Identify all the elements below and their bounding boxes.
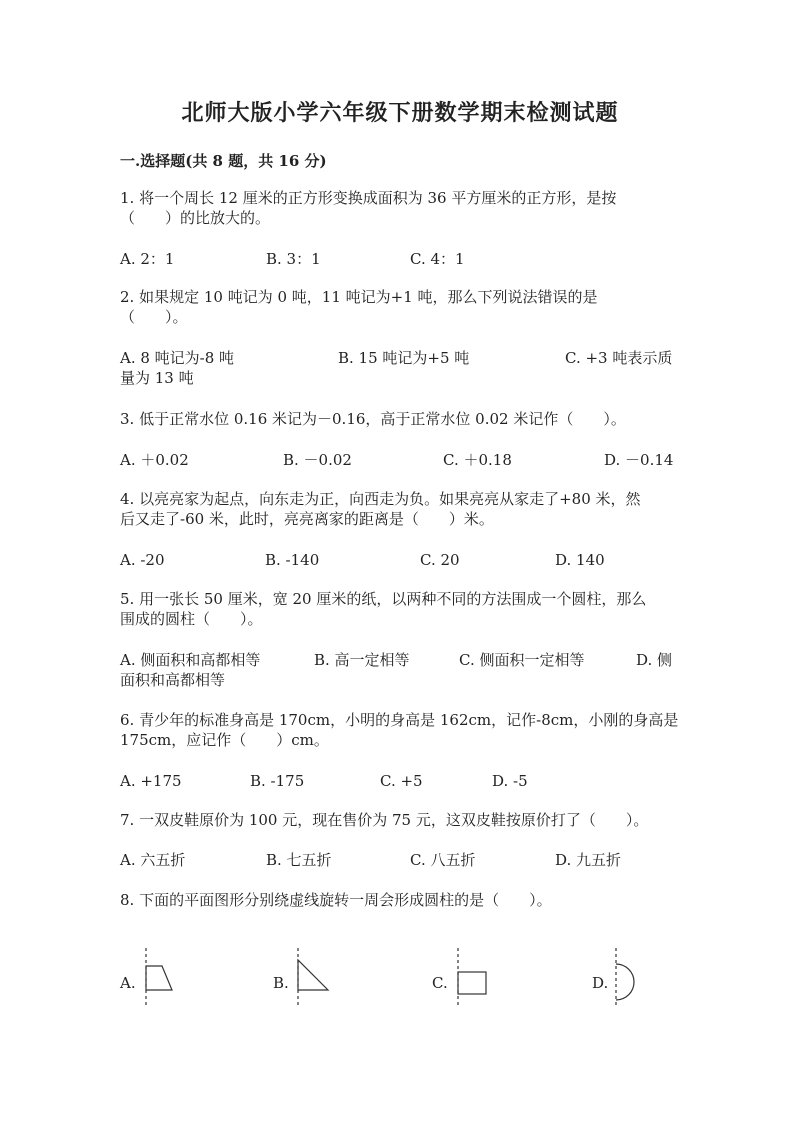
q6-option-c[interactable]: C. +5 [380, 772, 423, 790]
q6-option-b[interactable]: B. -175 [250, 772, 305, 790]
question-1 [120, 188, 680, 228]
q5-option-d-continued: 面积和高都相等 [120, 671, 226, 689]
q6-option-d[interactable]: D. -5 [492, 772, 528, 790]
question-6-line2: 175cm，应记作（ ）cm。 [120, 731, 329, 749]
question-4 [120, 489, 680, 529]
question-2-line1: 2. 如果规定 10 吨记为 0 吨，11 吨记为+1 吨，那么下列说法错误的是 [120, 288, 598, 306]
q1-option-a[interactable]: A. 2：1 [120, 250, 175, 268]
q4-option-c[interactable]: C. 20 [420, 551, 460, 569]
q7-option-c[interactable]: C. 八五折 [410, 851, 476, 869]
question-2 [120, 287, 680, 327]
q3-option-c[interactable]: C. ＋0.18 [443, 451, 512, 469]
question-7 [120, 810, 680, 830]
question-1-line2: （ ）的比放大的。 [120, 209, 271, 227]
q2-option-c-continued: 量为 13 吨 [120, 369, 194, 387]
q1-option-c[interactable]: C. 4：1 [410, 250, 465, 268]
page-title: 北师大版小学六年级下册数学期末检测试题 [181, 100, 619, 126]
question-1-line1: 1. 将一个周长 12 厘米的正方形变换成面积为 36 平方厘米的正方形，是按 [120, 189, 617, 207]
question-8-line1: 8. 下面的平面图形分别绕虚线旋转一周会形成圆柱的是（ ）。 [120, 891, 552, 909]
q3-option-b[interactable]: B. －0.02 [283, 451, 352, 469]
question-5 [120, 589, 680, 629]
q5-option-a[interactable]: A. 侧面积和高都相等 [120, 651, 261, 669]
q1-option-b[interactable]: B. 3：1 [266, 250, 321, 268]
q8-figure-a-trapezoid [140, 946, 180, 1010]
question-5-line1: 5. 用一张长 50 厘米，宽 20 厘米的纸，以两种不同的方法围成一个圆柱，那么 [120, 590, 647, 608]
q5-option-b[interactable]: B. 高一定相等 [314, 651, 410, 669]
q7-option-b[interactable]: B. 七五折 [266, 851, 332, 869]
q8-figure-c-rectangle [452, 946, 492, 1010]
question-2-line2: （ ）。 [120, 308, 188, 326]
q8-option-d[interactable]: D. [592, 974, 609, 992]
q2-option-c[interactable]: C. +3 吨表示质 [565, 349, 673, 367]
q8-option-a[interactable]: A. [120, 974, 136, 992]
question-3 [120, 409, 680, 429]
question-3-line1: 3. 低于正常水位 0.16 米记为－0.16，高于正常水位 0.02 米记作（ ）。 [120, 410, 626, 428]
q8-figure-d-semicircle [610, 946, 650, 1010]
question-6 [120, 710, 680, 750]
q8-figure-b-triangle [292, 946, 336, 1010]
q2-option-a[interactable]: A. 8 吨记为-8 吨 [120, 349, 235, 367]
q6-option-a[interactable]: A. +175 [120, 772, 182, 790]
q3-option-d[interactable]: D. －0.14 [604, 451, 674, 469]
q5-option-d[interactable]: D. 侧 [636, 651, 673, 669]
question-5-line2: 围成的圆柱（ ）。 [120, 610, 263, 628]
q7-option-a[interactable]: A. 六五折 [120, 851, 186, 869]
question-7-line1: 7. 一双皮鞋原价为 100 元，现在售价为 75 元，这双皮鞋按原价打了（ ）。 [120, 811, 649, 829]
section-heading: 一.选择题(共 8 题，共 16 分) [120, 152, 327, 170]
question-4-line1: 4. 以亮亮家为起点，向东走为正，向西走为负。如果亮亮从家走了+80 米，然 [120, 490, 641, 508]
q4-option-b[interactable]: B. -140 [265, 551, 320, 569]
q4-option-a[interactable]: A. -20 [120, 551, 165, 569]
q2-option-b[interactable]: B. 15 吨记为+5 吨 [338, 349, 470, 367]
q4-option-d[interactable]: D. 140 [555, 551, 605, 569]
question-4-line2: 后又走了-60 米，此时，亮亮离家的距离是（ ）米。 [120, 510, 494, 528]
q7-option-d[interactable]: D. 九五折 [555, 851, 622, 869]
q8-option-c[interactable]: C. [432, 974, 448, 992]
question-6-line1: 6. 青少年的标准身高是 170cm，小明的身高是 162cm，记作-8cm，小刚的身高是 [120, 711, 679, 729]
question-8 [120, 890, 680, 910]
q5-option-c[interactable]: C. 侧面积一定相等 [459, 651, 585, 669]
q8-option-b[interactable]: B. [273, 974, 289, 992]
q3-option-a[interactable]: A. ＋0.02 [120, 451, 189, 469]
